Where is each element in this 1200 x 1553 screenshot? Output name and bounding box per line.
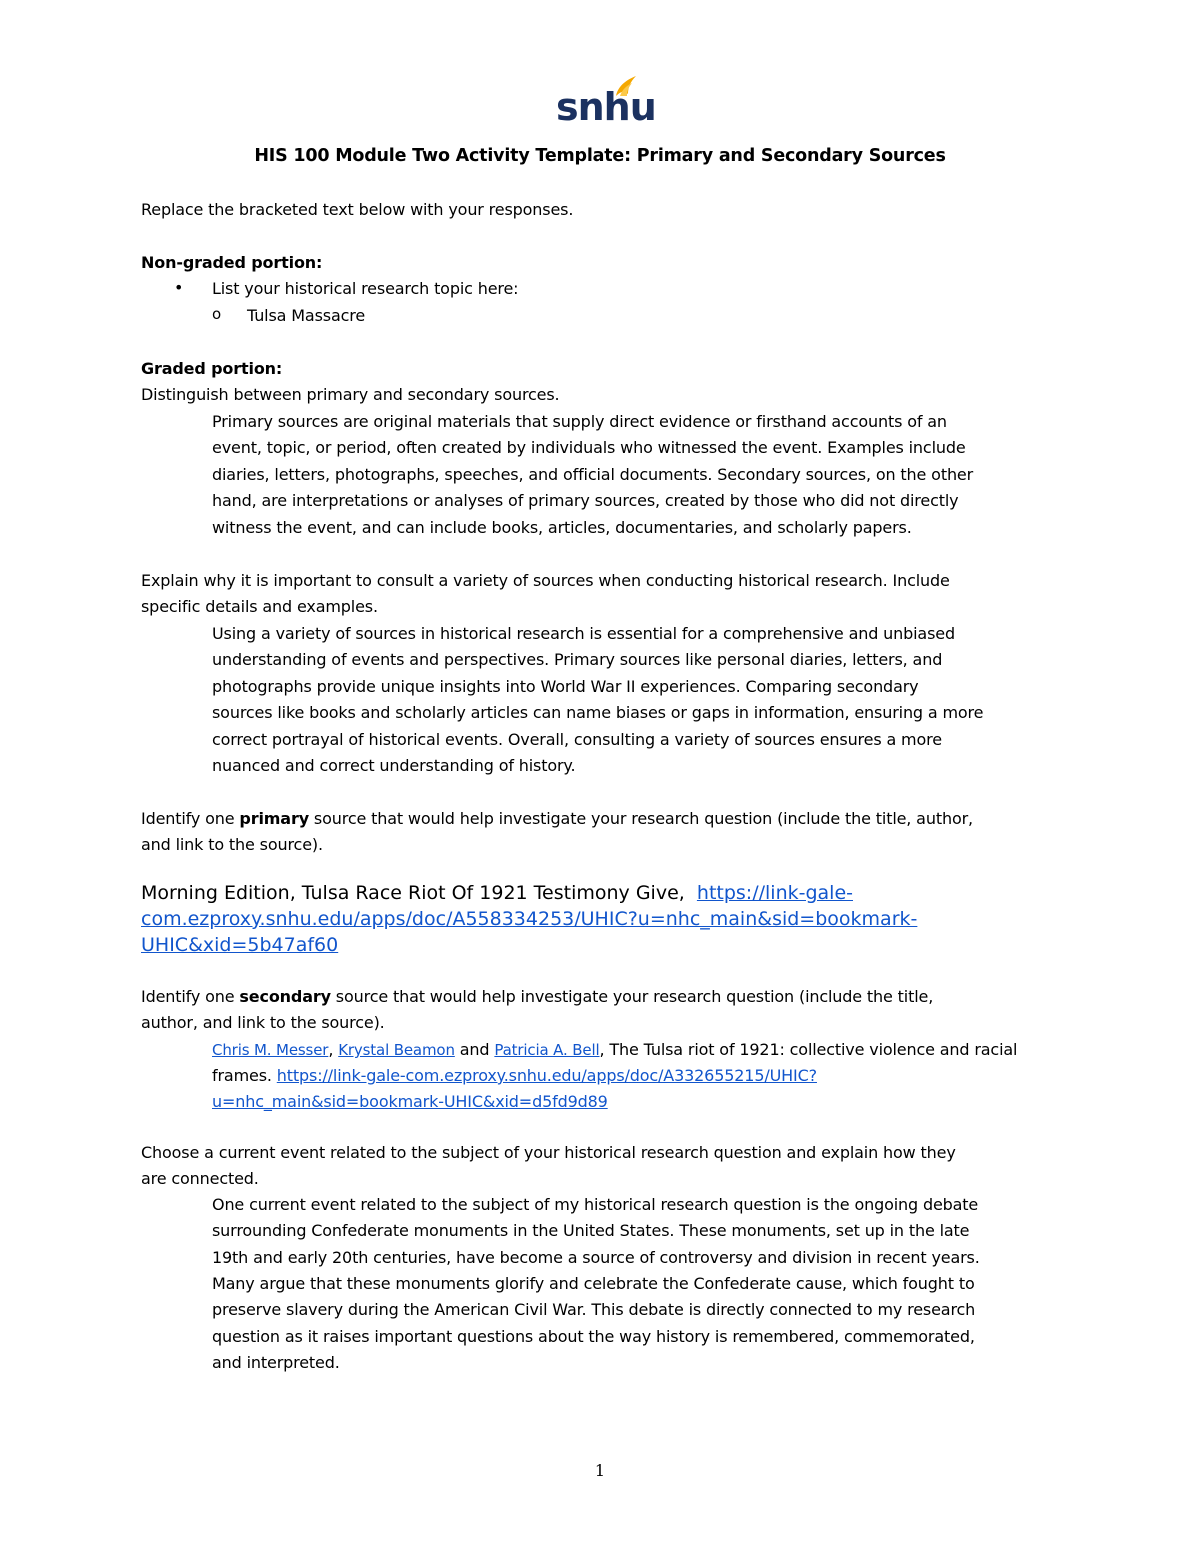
answer-line: nuanced and correct understanding of history.	[212, 756, 576, 775]
secondary-source-link[interactable]: u=nhc_main&sid=bookmark-UHIC&xid=d5fd9d89	[212, 1092, 608, 1111]
question-line: Identify one secondary source that would help investigate your research question (include the title,	[141, 987, 934, 1006]
topic-prompt: List your historical research topic here:	[212, 279, 519, 298]
question-line: author, and link to the source).	[141, 1013, 385, 1032]
author-link[interactable]: Patricia A. Bell	[494, 1041, 600, 1059]
answer-line: understanding of events and perspectives. Primary sources like personal diaries, letters, and	[212, 650, 943, 669]
answer-line: photographs provide unique insights into World War II experiences. Comparing secondary	[212, 677, 919, 696]
answer-line: preserve slavery during the American Civil War. This debate is directly connected to my research	[212, 1300, 976, 1319]
answer-line: witness the event, and can include books, articles, documentaries, and scholarly papers.	[212, 518, 912, 537]
question-1: Distinguish between primary and secondary sources.	[141, 385, 560, 404]
answer-line: Primary sources are original materials that supply direct evidence or firsthand accounts of an	[212, 412, 947, 431]
question-line: Explain why it is important to consult a variety of sources when conducting historical research. Include	[141, 571, 950, 590]
answer-line: surrounding Confederate monuments in the United States. These monuments, set up in the late	[212, 1221, 970, 1240]
page-title: HIS 100 Module Two Activity Template: Primary and Secondary Sources	[254, 146, 946, 166]
question-line: specific details and examples.	[141, 597, 378, 616]
author-link[interactable]: Krystal Beamon	[338, 1041, 455, 1059]
answer-line: hand, are interpretations or analyses of primary sources, created by those who did not directly	[212, 491, 959, 510]
primary-source-link[interactable]: com.ezproxy.snhu.edu/apps/doc/A558334253/UHIC?u=nhc_main&sid=bookmark-	[141, 908, 918, 930]
question-line: Identify one primary source that would help investigate your research question (include the title, author,	[141, 809, 973, 828]
question-line: are connected.	[141, 1169, 259, 1188]
graded-heading: Graded portion:	[141, 359, 283, 378]
answer-line: sources like books and scholarly articles can name biases or gaps in information, ensuring a more	[212, 703, 984, 722]
question-line: and link to the source).	[141, 835, 323, 854]
secondary-source-link[interactable]: https://link-gale-com.ezproxy.snhu.edu/apps/doc/A332655215/UHIC?	[276, 1066, 817, 1085]
logo-text: snhu	[556, 85, 656, 129]
answer-line: One current event related to the subject of my historical research question is the ongoing debate	[212, 1195, 979, 1214]
primary-source-link[interactable]: UHIC&xid=5b47af60	[141, 934, 339, 956]
answer-line: Morning Edition, Tulsa Race Riot Of 1921 Testimony Give, https://link-gale-	[141, 882, 853, 904]
answer-line: Many argue that these monuments glorify and celebrate the Confederate cause, which fought to	[212, 1274, 975, 1293]
answer-line: Chris M. Messer, Krystal Beamon and Patricia A. Bell, The Tulsa riot of 1921: collective violence and racial	[212, 1040, 1018, 1059]
snhu-logo	[556, 74, 656, 132]
answer-line: 19th and early 20th centuries, have become a source of controversy and division in recent years.	[212, 1248, 980, 1267]
topic-answer: Tulsa Massacre	[247, 306, 366, 325]
answer-line: correct portrayal of historical events. Overall, consulting a variety of sources ensures a more	[212, 730, 942, 749]
primary-source-link[interactable]: https://link-gale-	[696, 882, 853, 904]
answer-line: frames. https://link-gale-com.ezproxy.snhu.edu/apps/doc/A332655215/UHIC?	[212, 1066, 817, 1085]
page-number: 1	[594, 1461, 606, 1480]
answer-line: and interpreted.	[212, 1353, 340, 1372]
answer-line: question as it raises important questions about the way history is remembered, commemorated,	[212, 1327, 975, 1346]
instructions: Replace the bracketed text below with your responses.	[141, 200, 574, 219]
answer-line: diaries, letters, photographs, speeches, and official documents. Secondary sources, on the other	[212, 465, 974, 484]
answer-line: Using a variety of sources in historical research is essential for a comprehensive and unbiased	[212, 624, 955, 643]
bullet-icon: •	[174, 278, 184, 297]
sub-bullet-icon: o	[212, 305, 222, 323]
question-line: Choose a current event related to the subject of your historical research question and explain how they	[141, 1143, 956, 1162]
author-link[interactable]: Chris M. Messer	[212, 1041, 329, 1059]
answer-line: event, topic, or period, often created by individuals who witnessed the event. Examples include	[212, 438, 966, 457]
non-graded-heading: Non-graded portion:	[141, 253, 323, 272]
